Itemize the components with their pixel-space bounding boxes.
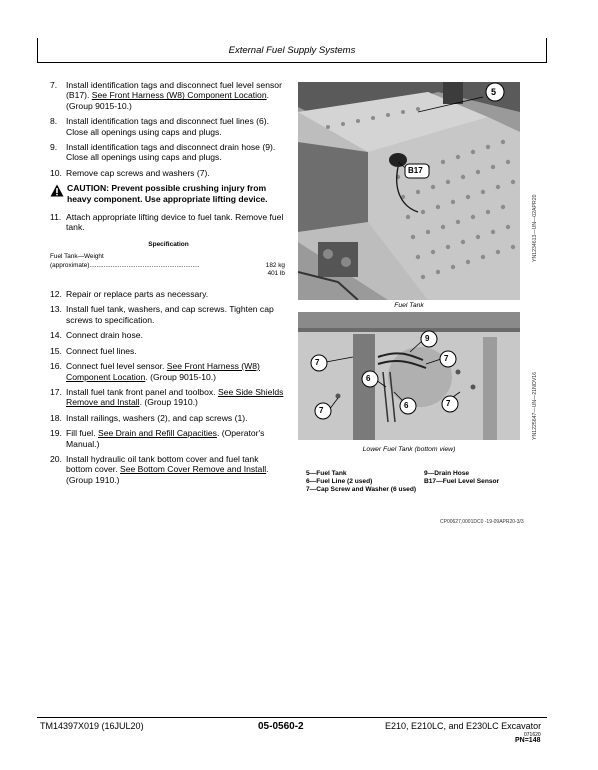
- procedure-column: [50, 80, 287, 490]
- step-number: 12.: [50, 289, 62, 300]
- step-text-suffix: . (Group 9015-10.): [145, 371, 217, 382]
- step-text: Fill fuel.: [66, 428, 98, 439]
- step-text: Install identification tags and disconnect drain hose (9). Close all openings using caps and plugs.: [66, 142, 276, 163]
- callout-9: 9: [425, 334, 430, 343]
- footer-rule: [37, 717, 547, 718]
- reference-code: CP00627,0001DC0 -19-09APR20-3/3: [440, 519, 524, 525]
- spec-heading: Specification: [148, 240, 189, 248]
- cross-reference-link[interactable]: See Drain and Refill Capacities: [98, 428, 217, 439]
- figure-2-id: YN1225647—UN—21NOV16: [532, 371, 538, 440]
- step-number: 15.: [50, 345, 62, 356]
- step-text-suffix: . (Operator's Manual.): [66, 428, 265, 449]
- step-number: 10.: [50, 167, 62, 178]
- cross-reference-link[interactable]: See Side Shields Remove and Install: [66, 386, 284, 408]
- callout-7-a: 7: [315, 358, 320, 367]
- spec-label-1: Fuel Tank—Weight: [50, 253, 104, 261]
- step-9: [50, 142, 287, 163]
- legend-left: [306, 470, 418, 495]
- step-text-suffix: . (Group 1910.): [139, 397, 198, 408]
- step-text: Connect fuel lines.: [66, 345, 137, 356]
- footer-date-code: 071620: [524, 732, 541, 738]
- caution-block: [50, 183, 287, 204]
- step-text: Connect fuel level sensor.: [66, 361, 167, 372]
- step-19: [50, 428, 287, 449]
- lower-fuel-tank-figure: [298, 312, 520, 440]
- legend-right: [424, 470, 524, 486]
- callout-6-b: 6: [404, 401, 409, 410]
- step-number: 9.: [50, 142, 58, 153]
- legend-item-7: 7—Cap Screw and Washer (6 used): [306, 486, 417, 494]
- cross-reference-link[interactable]: See Front Harness (W8) Component Location: [66, 361, 260, 382]
- spec-value-kg: 182 kg: [265, 261, 285, 269]
- step-number: 7.: [50, 80, 58, 90]
- spec-value-lb: 401 lb: [267, 270, 285, 278]
- callout-7-c: 7: [319, 406, 324, 415]
- footer-pn: PN=148: [515, 737, 541, 744]
- step-text-suffix: . (Group 1910.): [66, 464, 269, 485]
- step-12: [50, 289, 287, 299]
- legend-item-9: 9—Drain Hose: [424, 470, 470, 477]
- callout-7-b: 7: [444, 354, 449, 363]
- figure-1-caption: Fuel Tank: [394, 302, 424, 309]
- step-text: Install fuel tank front panel and toolbox.: [66, 386, 218, 397]
- step-11: [50, 212, 287, 233]
- figure-2-caption: Lower Fuel Tank (bottom view): [362, 446, 456, 453]
- step-number: 14.: [50, 330, 62, 341]
- step-18: [50, 413, 287, 423]
- step-15: [50, 346, 287, 356]
- step-text: Install fuel tank, washers, and cap screws. Tighten cap screws to specification.: [66, 304, 274, 325]
- step-14: [50, 330, 287, 340]
- warning-triangle-icon: [50, 184, 64, 197]
- footer-doc-id: TM14397X019 (16JUL20): [40, 721, 144, 731]
- page-title: External Fuel Supply Systems: [228, 45, 356, 56]
- step-text: Repair or replace parts as necessary.: [66, 289, 209, 300]
- legend-item-b17: B17—Fuel Level Sensor: [424, 478, 500, 486]
- footer-machine: E210, E210LC, and E230LC Excavator: [385, 721, 542, 731]
- header-rule: [37, 62, 547, 63]
- fuel-tank-figure: [298, 82, 520, 300]
- step-number: 17.: [50, 386, 62, 397]
- step-8: [50, 116, 287, 137]
- callout-6-a: 6: [366, 374, 371, 383]
- spec-label-2: (approximate)..............................................................: [50, 261, 200, 269]
- step-number: 19.: [50, 428, 62, 439]
- caution-text: CAUTION: Prevent possible crushing injury from heavy component. Use appropriate lifting device.: [67, 183, 268, 204]
- step-number: 8.: [50, 116, 58, 127]
- step-number: 18.: [50, 412, 62, 423]
- step-text: Install hydraulic oil tank bottom cover and fuel tank bottom cover.: [66, 453, 259, 475]
- step-text: Connect drain hose.: [66, 330, 143, 341]
- spec-row-lb: [50, 270, 287, 279]
- step-text: Install identification tags and disconnect fuel level sensor (B17).: [66, 80, 282, 101]
- callout-7-d: 7: [446, 399, 451, 408]
- footer-page-number: 05-0560-2: [258, 721, 304, 732]
- step-7: [50, 80, 287, 111]
- step-number: 13.: [50, 304, 62, 315]
- step-number: 20.: [50, 453, 62, 464]
- step-number: 16.: [50, 361, 62, 372]
- specification-table: [50, 240, 287, 279]
- step-text: Remove cap screws and washers (7).: [66, 167, 210, 178]
- callout-5: 5: [491, 87, 497, 97]
- figure-1-id: YN1234613—UN—02APR20: [532, 194, 538, 262]
- legend-item-5: 5—Fuel Tank: [306, 470, 347, 477]
- cross-reference-link[interactable]: See Bottom Cover Remove and Install: [119, 464, 267, 475]
- step-10: [50, 168, 287, 178]
- step-16: [50, 361, 287, 382]
- callout-b17: B17: [408, 166, 423, 175]
- spec-row-kg: [50, 262, 287, 271]
- step-20: [50, 454, 287, 485]
- step-13: [50, 304, 287, 325]
- step-number: 11.: [50, 212, 62, 223]
- legend-item-6: 6—Fuel Line (2 used): [306, 478, 373, 486]
- step-text: Install railings, washers (2), and cap screws (1).: [66, 412, 248, 423]
- step-text: Install identification tags and disconnect fuel lines (6). Close all openings using caps and plugs.: [66, 116, 270, 137]
- step-17: [50, 387, 287, 408]
- cross-reference-link[interactable]: See Front Harness (W8) Component Location: [91, 90, 267, 101]
- step-text-suffix: . (Group 9015-10.): [66, 90, 270, 111]
- step-text: Attach appropriate lifting device to fuel tank. Remove fuel tank.: [66, 212, 284, 233]
